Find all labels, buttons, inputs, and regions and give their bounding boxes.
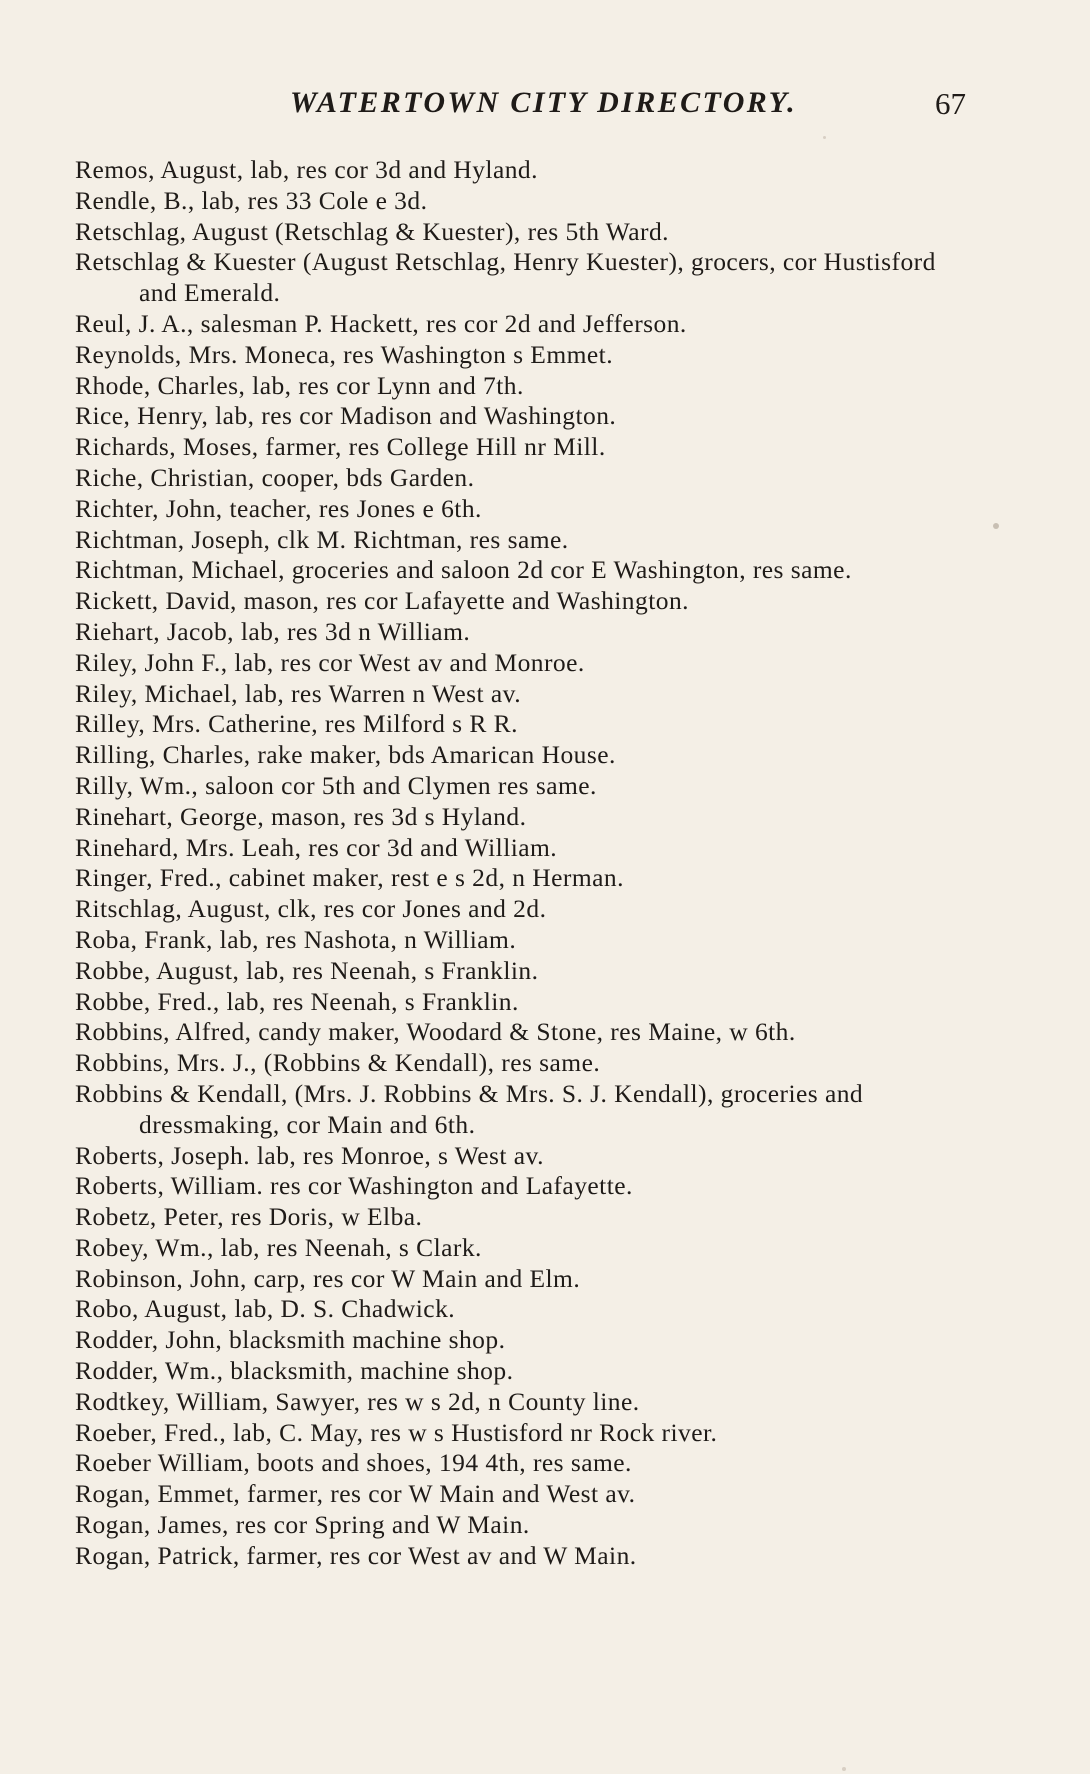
directory-entry-text: Ringer, Fred., cabinet maker, rest e s 2d, n Herman.	[75, 863, 624, 893]
directory-entry	[75, 1356, 980, 1387]
directory-entry	[75, 555, 980, 586]
page-number: 67	[935, 86, 966, 121]
directory-entry-text: Riley, Michael, lab, res Warren n West av.	[75, 678, 522, 708]
directory-entry-text: Remos, August, lab, res cor 3d and Hyland.	[75, 155, 538, 184]
directory-entry	[75, 1387, 980, 1418]
directory-entry	[75, 648, 980, 679]
directory-entry-text: Rilly, Wm., saloon cor 5th and Clymen res same.	[75, 770, 597, 800]
directory-entry-text: Richtman, Michael, groceries and saloon 2d cor E Washington, res same.	[75, 555, 852, 585]
directory-entry-text: Roeber William, boots and shoes, 194 4th, res same.	[75, 1448, 632, 1478]
directory-entry	[75, 956, 980, 987]
directory-entry	[75, 1048, 980, 1079]
directory-entry	[75, 371, 980, 402]
header-rule	[286, 130, 768, 131]
directory-entry-text: Rinehard, Mrs. Leah, res cor 3d and William.	[75, 832, 558, 862]
directory-entry-text: Rinehart, George, mason, res 3d s Hyland.	[75, 801, 527, 831]
directory-entry	[75, 833, 980, 864]
directory-entry-text: Richtman, Joseph, clk M. Richtman, res same.	[75, 524, 569, 554]
directory-entry-text: Robbe, August, lab, res Neenah, s Franklin.	[75, 955, 539, 985]
directory-entry	[75, 863, 980, 894]
directory-entry	[75, 1079, 980, 1141]
directory-entry	[75, 1017, 980, 1048]
running-header	[0, 86, 1090, 126]
directory-entry-text: Rilley, Mrs. Catherine, res Milford s R R.	[75, 709, 518, 739]
directory-entry	[75, 586, 980, 617]
directory-entry	[75, 155, 980, 186]
directory-entry	[75, 1325, 980, 1356]
directory-entry-text: Rilling, Charles, rake maker, bds Amarican House.	[75, 740, 616, 770]
paper-speck	[993, 523, 999, 529]
directory-entry	[75, 340, 980, 371]
directory-entry-text: Robbins, Alfred, candy maker, Woodard & Stone, res Maine, w 6th.	[75, 1017, 796, 1047]
directory-entry-text: Rodder, Wm., blacksmith, machine shop.	[75, 1356, 514, 1386]
directory-entry	[75, 1264, 980, 1295]
directory-entry	[75, 247, 980, 309]
directory-entry-text: Riche, Christian, cooper, bds Garden.	[75, 462, 475, 492]
directory-entry-text: Rickett, David, mason, res cor Lafayette and Washington.	[75, 586, 689, 616]
directory-title: WATERTOWN CITY DIRECTORY.	[290, 86, 798, 119]
directory-entry-text: Rogan, Emmet, farmer, res cor W Main and West av.	[75, 1479, 636, 1509]
directory-entry-text: Riley, John F., lab, res cor West av and Monroe.	[75, 647, 585, 677]
directory-entry	[75, 1202, 980, 1233]
directory-entry-text: Robinson, John, carp, res cor W Main and Elm.	[75, 1263, 581, 1293]
directory-entry	[75, 1448, 980, 1479]
directory-entry	[75, 709, 980, 740]
directory-entry-text: Rogan, Patrick, farmer, res cor West av and W Main.	[75, 1540, 637, 1570]
directory-entry-text: Rice, Henry, lab, res cor Madison and Washington.	[75, 401, 617, 431]
directory-entry	[75, 1233, 980, 1264]
paper-speck	[842, 1767, 846, 1771]
directory-entry-text: Rodder, John, blacksmith machine shop.	[75, 1325, 506, 1355]
directory-entry-text: Roeber, Fred., lab, C. May, res w s Hustisford nr Rock river.	[75, 1417, 718, 1447]
directory-entry	[75, 1141, 980, 1172]
directory-entry	[75, 1479, 980, 1510]
directory-entry-text: Ritschlag, August, clk, res cor Jones and 2d.	[75, 894, 547, 924]
directory-entry-text: Richter, John, teacher, res Jones e 6th.	[75, 493, 482, 523]
directory-entry	[75, 771, 980, 802]
directory-entry	[75, 432, 980, 463]
directory-entry	[75, 617, 980, 648]
directory-entry-text: Retschlag & Kuester (August Retschlag, Henry Kuester), grocers, cor Hustisford and Emerald.	[75, 247, 936, 308]
directory-entry	[75, 894, 980, 925]
directory-entry-text: Reul, J. A., salesman P. Hackett, res cor 2d and Jefferson.	[75, 308, 687, 338]
directory-entry-text: Rogan, James, res cor Spring and W Main.	[75, 1510, 530, 1540]
directory-entry-text: Roba, Frank, lab, res Nashota, n William.	[75, 924, 517, 954]
directory-entry	[75, 679, 980, 710]
paper-speck	[823, 136, 826, 139]
directory-entries	[75, 155, 980, 1572]
directory-entry	[75, 1294, 980, 1325]
directory-entry	[75, 463, 980, 494]
directory-entry	[75, 494, 980, 525]
directory-entry-text: Retschlag, August (Retschlag & Kuester), res 5th Ward.	[75, 216, 669, 246]
directory-entry-text: Roberts, Joseph. lab, res Monroe, s West av.	[75, 1140, 544, 1170]
directory-entry-text: Robbins & Kendall, (Mrs. J. Robbins & Mrs. S. J. Kendall), groceries and dressmaking, cor Main and 6th.	[75, 1078, 864, 1139]
directory-entry-text: Robo, August, lab, D. S. Chadwick.	[75, 1294, 456, 1324]
directory-entry	[75, 740, 980, 771]
directory-entry	[75, 925, 980, 956]
directory-entry	[75, 309, 980, 340]
directory-entry	[75, 401, 980, 432]
directory-entry-text: Rendle, B., lab, res 33 Cole e 3d.	[75, 185, 428, 215]
directory-entry	[75, 186, 980, 217]
directory-entry-text: Riehart, Jacob, lab, res 3d n William.	[75, 616, 471, 646]
directory-entry-text: Robbe, Fred., lab, res Neenah, s Franklin.	[75, 986, 519, 1016]
directory-entry-text: Roberts, William. res cor Washington and Lafayette.	[75, 1171, 633, 1201]
directory-entry-text: Rhode, Charles, lab, res cor Lynn and 7th.	[75, 370, 524, 400]
directory-entry	[75, 525, 980, 556]
directory-entry	[75, 987, 980, 1018]
directory-entry-text: Robbins, Mrs. J., (Robbins & Kendall), res same.	[75, 1048, 601, 1078]
directory-entry	[75, 1541, 980, 1572]
directory-entry	[75, 1171, 980, 1202]
directory-entry	[75, 802, 980, 833]
directory-entry-text: Robey, Wm., lab, res Neenah, s Clark.	[75, 1232, 482, 1262]
directory-entry	[75, 1418, 980, 1449]
directory-entry-text: Rodtkey, William, Sawyer, res w s 2d, n County line.	[75, 1386, 640, 1416]
directory-entry-text: Reynolds, Mrs. Moneca, res Washington s Emmet.	[75, 339, 614, 369]
directory-entry	[75, 1510, 980, 1541]
directory-entry	[75, 217, 980, 248]
directory-entry-text: Richards, Moses, farmer, res College Hill nr Mill.	[75, 432, 606, 462]
directory-entry-text: Robetz, Peter, res Doris, w Elba.	[75, 1202, 423, 1232]
